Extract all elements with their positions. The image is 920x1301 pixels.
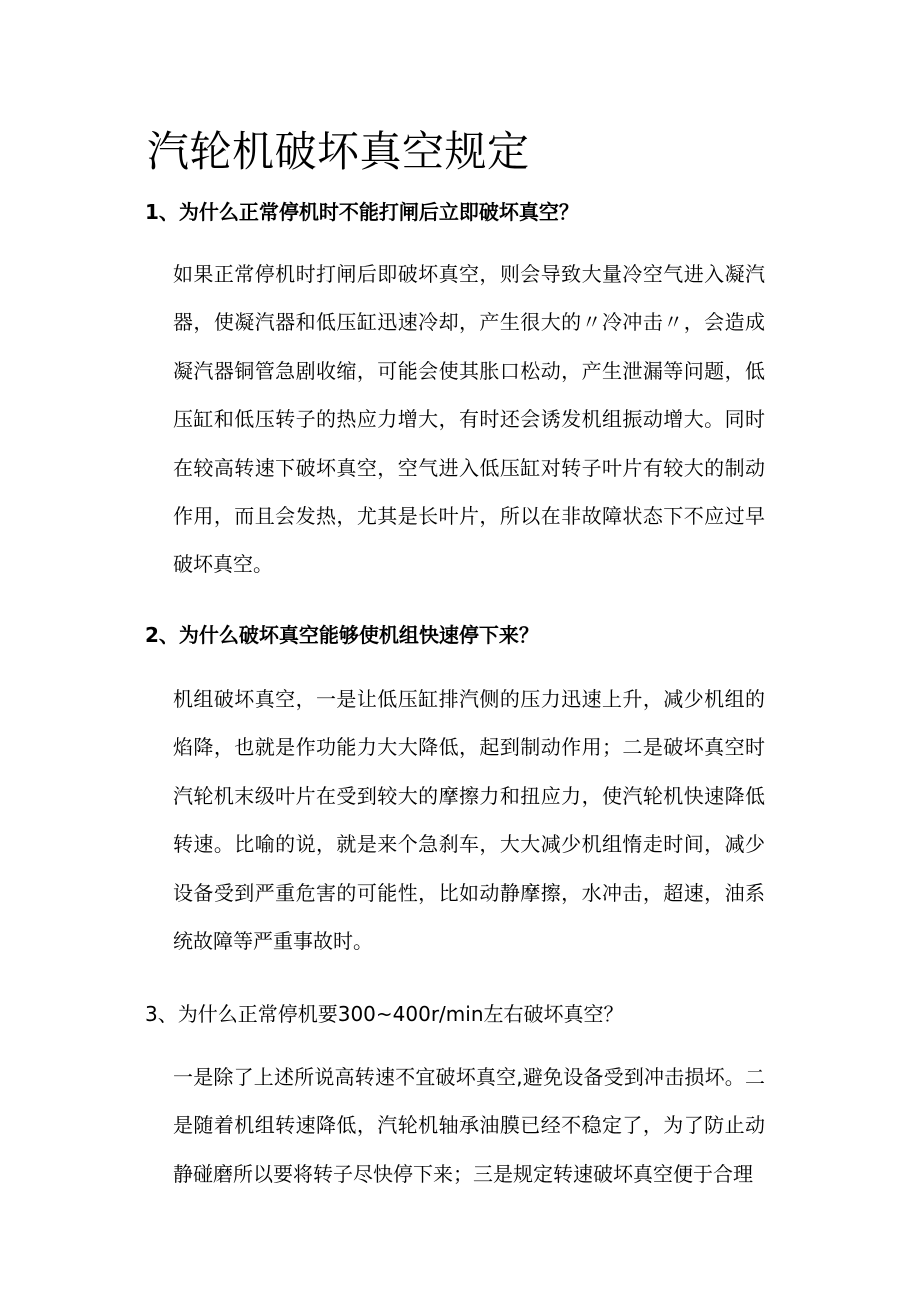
section-2-question: 2、为什么破坏真空能够使机组快速停下来？ <box>145 623 539 647</box>
section-3-question: 3、为什么正常停机要300~400r/min左右破坏真空？ <box>145 1002 624 1026</box>
section-2-answer: 机组破坏真空，一是让低压缸排汽侧的压力迅速上升，减少机组的焰降，也就是作功能力大大降低，起到制动作用；二是破坏真空时汽轮机末级叶片在受到较大的摩擦力和扭应力，使汽轮机快速降低转速。比喻的说，就是来个急刹车，大大减少机组惰走时间，减少设备受到严重危害的可能性，比如动静摩擦，水冲击，超速，油系统故障等严重事故时。 <box>173 687 765 954</box>
section-3-answer: 一是除了上述所说高转速不宜破坏真空,避免设备受到冲击损坏。二是随着机组转速降低，汽轮机轴承油膜已经不稳定了，为了防止动静碰磨所以要将转子尽快停下来；三是规定转速破坏真空便于合理 <box>173 1065 765 1186</box>
document-title: 汽轮机破坏真空规定 <box>147 127 530 176</box>
section-1-answer: 如果正常停机时打闸后即破坏真空，则会导致大量冷空气进入凝汽器，使凝汽器和低压缸迅速冷却，产生很大的〃冷冲击〃，会造成凝汽器铜管急剧收缩，可能会使其胀口松动，产生泄漏等问题，低压缸和低压转子的热应力增大，有时还会诱发机组振动增大。同时在较高转速下破坏真空，空气进入低压缸对转子叶片有较大的制动作用，而且会发热，尤其是长叶片，所以在非故障状态下不应过早破坏真空。 <box>173 262 765 577</box>
section-1-question: 1、为什么正常停机时不能打闸后立即破坏真空？ <box>145 200 579 224</box>
